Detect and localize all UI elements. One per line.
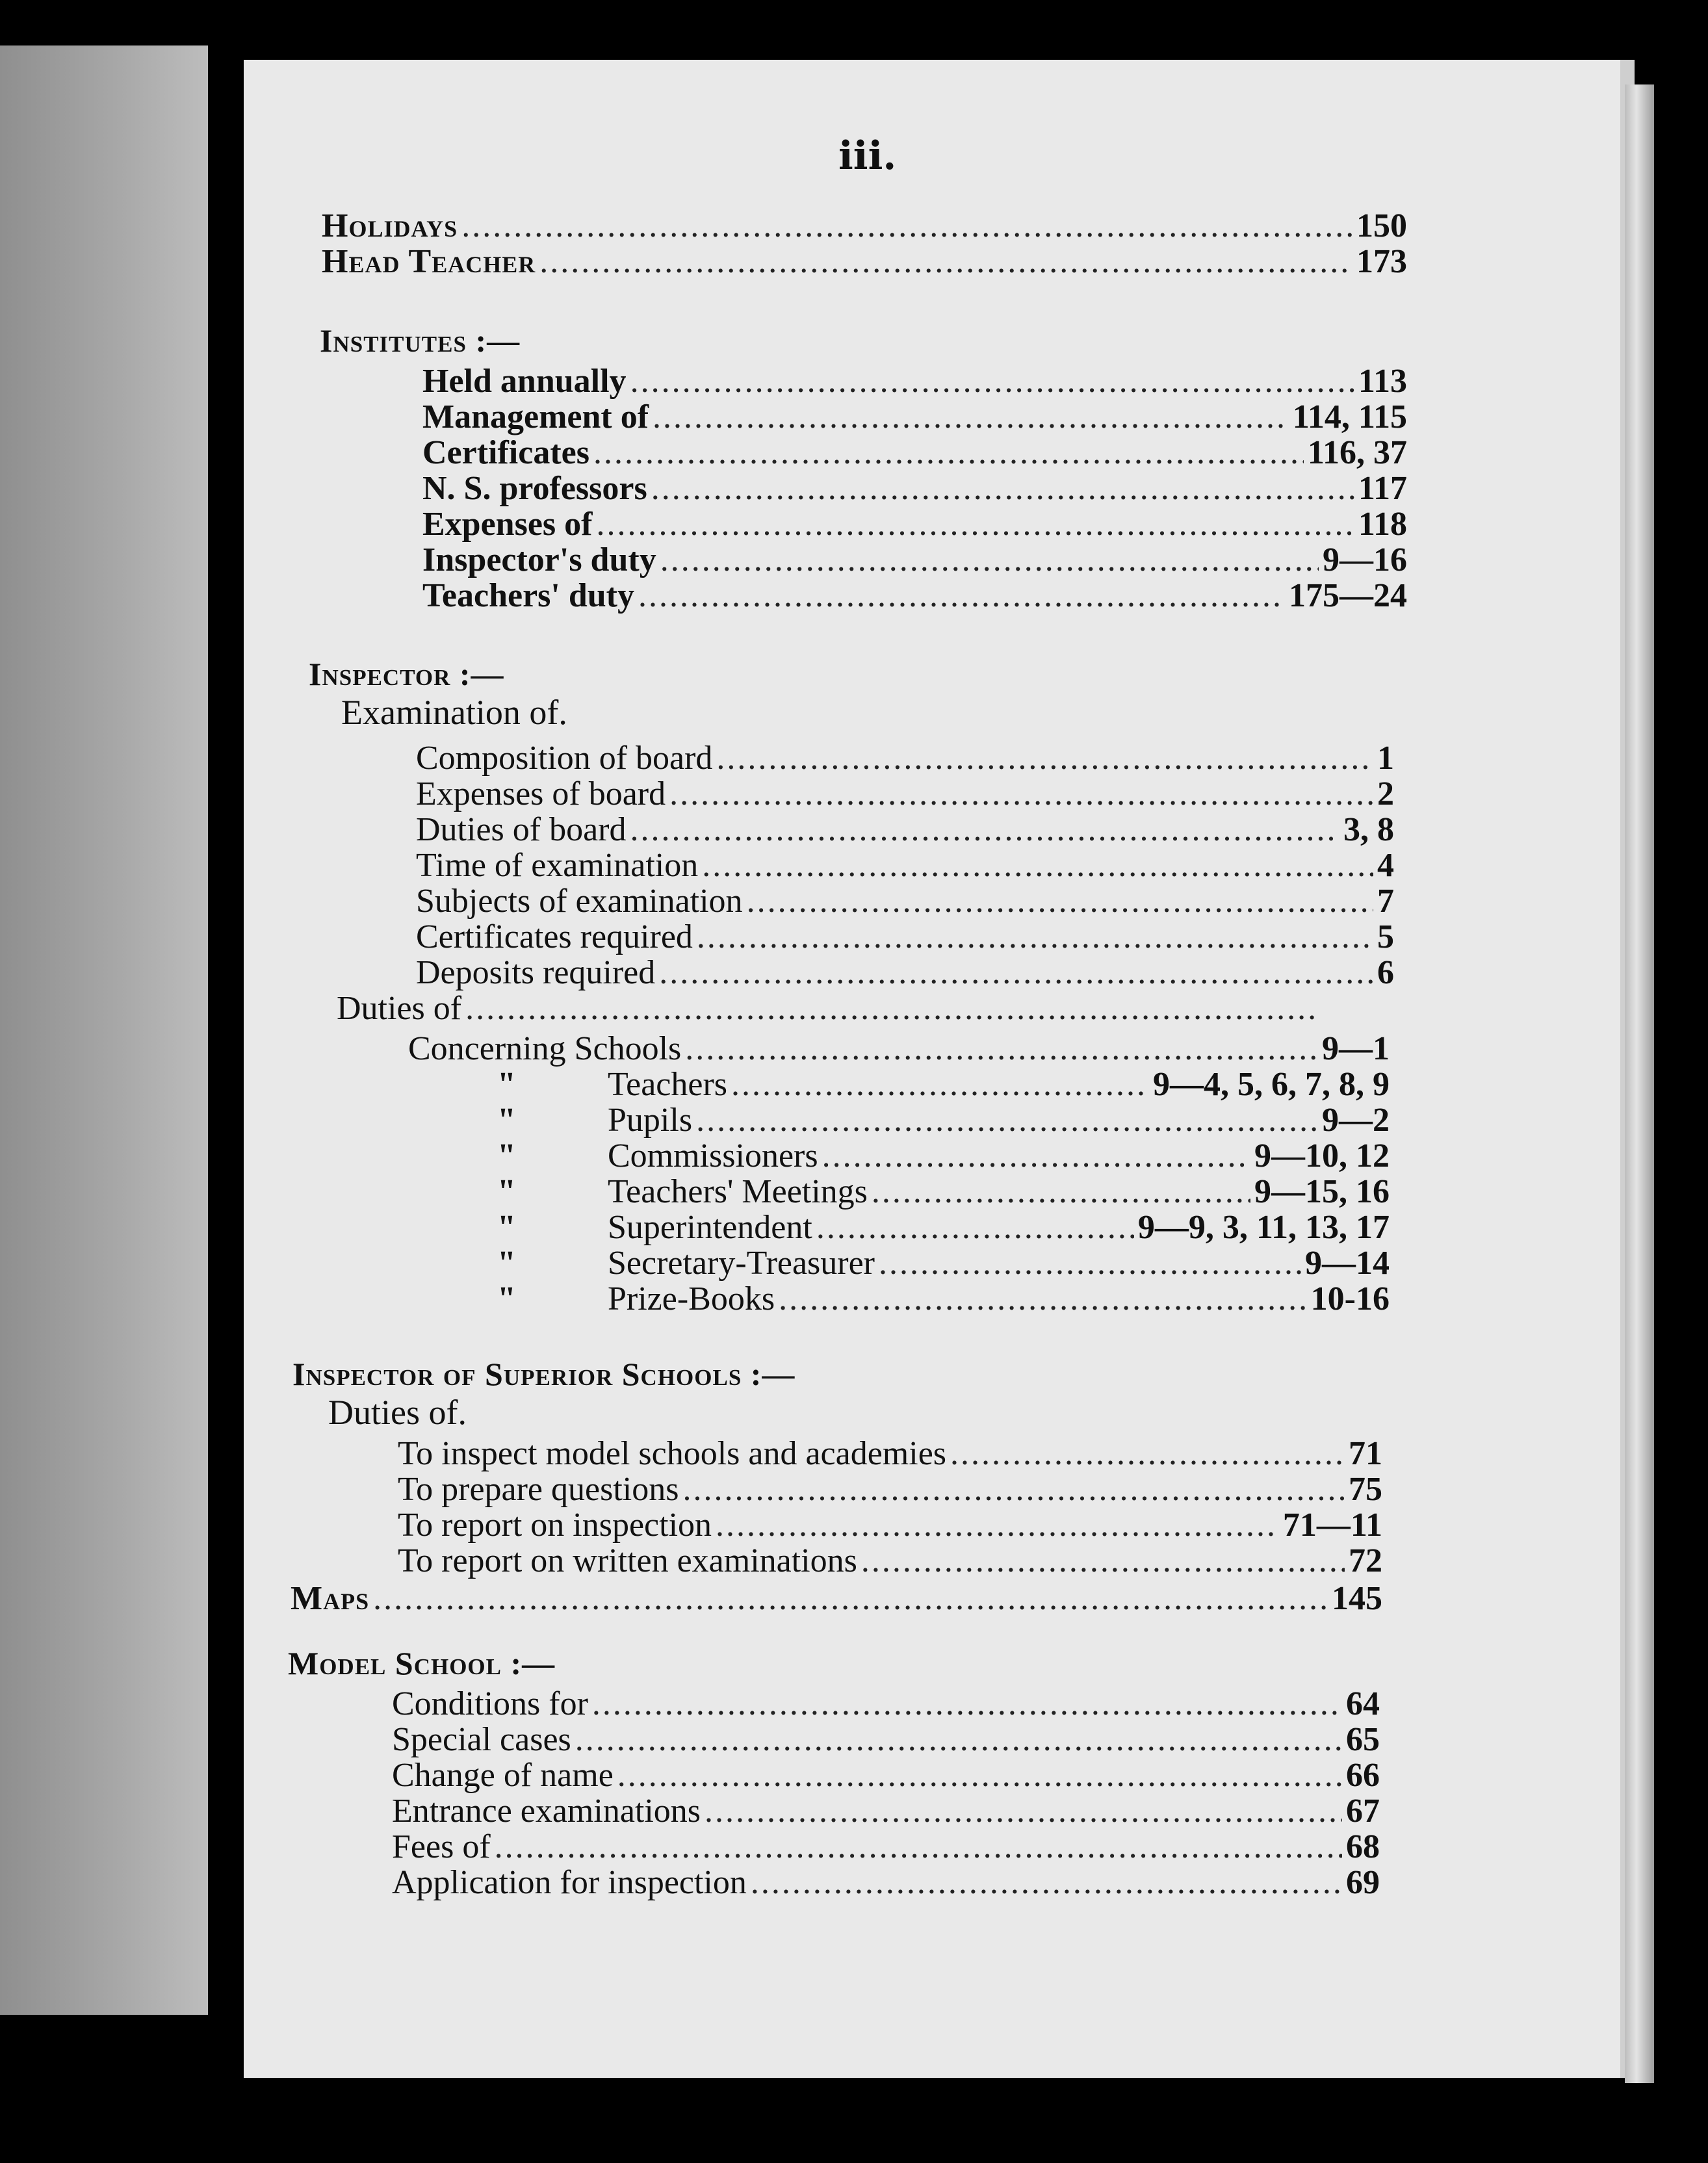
index-entry: [416, 846, 1394, 885]
entry-page: 6: [1377, 954, 1394, 991]
index-entry: [497, 1137, 1390, 1176]
leader-dots: [816, 1208, 1134, 1247]
page-fore-edge: [1625, 84, 1654, 2083]
index-entry: [497, 1244, 1390, 1283]
entry-label: Time of examination: [416, 847, 699, 884]
entry-label: Holidays: [322, 207, 458, 244]
index-entry: [392, 1720, 1380, 1759]
index-entry: [422, 398, 1407, 437]
entry-page: 4: [1377, 847, 1394, 884]
index-entry: [392, 1792, 1380, 1831]
entry-page: 66: [1346, 1757, 1380, 1794]
section-heading-inspector: Inspector :—: [309, 656, 504, 692]
entry-page: 9—15, 16: [1254, 1173, 1390, 1210]
entry-label: Concerning Schools: [408, 1030, 682, 1067]
leader-dots: [653, 398, 1289, 436]
entry-page: 64: [1346, 1685, 1380, 1722]
entry-page: 67: [1346, 1793, 1380, 1830]
leader-dots: [950, 1434, 1345, 1473]
leader-dots: [705, 1792, 1342, 1830]
index-entry: [416, 739, 1394, 778]
facing-page-edge: [0, 45, 208, 2015]
entry-page: 9—4, 5, 6, 7, 8, 9: [1153, 1066, 1390, 1103]
entry-label: Secretary-Treasurer: [608, 1245, 875, 1282]
entry-label: Maps: [291, 1580, 370, 1617]
leader-dots: [461, 207, 1352, 245]
leader-dots: [638, 576, 1285, 615]
index-entry: [392, 1863, 1380, 1902]
index-entry: [422, 505, 1407, 544]
entry-label: N. S. professors: [422, 470, 647, 507]
leader-dots: [716, 1506, 1279, 1544]
entry-page: 114, 115: [1292, 398, 1407, 435]
leader-dots: [682, 1470, 1345, 1509]
index-entry: [497, 1172, 1390, 1211]
entry-label: Expenses of board: [416, 775, 666, 812]
entry-label: To prepare questions: [398, 1471, 679, 1508]
entry-page: 175—24: [1289, 577, 1407, 614]
index-entry: [497, 1065, 1390, 1104]
entry-label: Commissioners: [608, 1137, 818, 1174]
leader-dots: [747, 882, 1373, 920]
entry-label: Deposits required: [416, 954, 656, 991]
entry-label: Pupils: [608, 1102, 693, 1139]
leader-dots: [861, 1542, 1345, 1580]
ditto-mark: ": [497, 1280, 516, 1317]
entry-label: Duties of board: [416, 811, 627, 848]
ditto-mark: ": [497, 1066, 516, 1103]
leader-dots: [685, 1030, 1318, 1068]
index-entry: [398, 1506, 1382, 1545]
subheading-duties: Duties of.: [328, 1393, 467, 1432]
leader-dots: [630, 362, 1354, 400]
leader-dots: [495, 1828, 1342, 1866]
entry-page: 9—10, 12: [1254, 1137, 1390, 1174]
index-entry: [422, 469, 1407, 508]
entry-label: Held annually: [422, 363, 627, 400]
subheading-examination: Examination of.: [341, 693, 567, 732]
ditto-mark: ": [497, 1102, 516, 1139]
page-number: iii.: [838, 133, 897, 179]
leader-dots: [596, 505, 1354, 543]
entry-label: Teachers' duty: [422, 577, 634, 614]
index-entry-head-teacher: [322, 242, 1407, 281]
leader-dots: [731, 1065, 1149, 1104]
index-entry-holidays: [322, 207, 1407, 246]
leader-dots: [592, 1685, 1342, 1723]
entry-label: Application for inspection: [392, 1864, 747, 1901]
entry-page: 72: [1349, 1542, 1382, 1579]
entry-label: Management of: [422, 398, 649, 435]
entry-label: Superintendent: [608, 1209, 812, 1246]
ditto-mark: ": [497, 1245, 516, 1282]
index-entry: [416, 953, 1394, 992]
ditto-mark: ": [497, 1173, 516, 1210]
section-heading-inspector-superior: Inspector of Superior Schools :—: [292, 1356, 796, 1392]
entry-page: 9—1: [1322, 1030, 1390, 1067]
leader-dots: [879, 1244, 1301, 1282]
index-entry: [416, 775, 1394, 814]
leader-dots: [822, 1137, 1250, 1175]
leader-dots: [373, 1579, 1328, 1618]
leader-dots: [539, 242, 1352, 281]
leader-dots: [465, 989, 1314, 1028]
entry-label: Teachers' Meetings: [608, 1173, 868, 1210]
duties-of-line: [337, 989, 1318, 1028]
entry-page: 145: [1332, 1580, 1382, 1617]
index-entry: [392, 1685, 1380, 1724]
index-entry: [416, 882, 1394, 921]
entry-page: 71: [1349, 1435, 1382, 1472]
entry-label: Teachers: [608, 1066, 728, 1103]
entry-label: Inspector's duty: [422, 541, 656, 578]
section-heading-institutes: Institutes :—: [320, 322, 521, 359]
leader-dots: [702, 846, 1373, 885]
index-entry: [398, 1542, 1382, 1581]
entry-page: 5: [1377, 918, 1394, 955]
entry-page: 118: [1358, 506, 1407, 543]
leader-dots: [660, 541, 1319, 579]
entry-label: Conditions for: [392, 1685, 588, 1722]
index-entry: [398, 1434, 1382, 1473]
entry-label: Certificates: [422, 434, 589, 471]
entry-page: 117: [1358, 470, 1407, 507]
entry-label: Special cases: [392, 1721, 571, 1758]
index-entry: [392, 1828, 1380, 1867]
entry-page: 9—2: [1322, 1102, 1390, 1139]
entry-label: Subjects of examination: [416, 883, 743, 920]
entry-label: Expenses of: [422, 506, 593, 543]
entry-label: Prize-Books: [608, 1280, 775, 1317]
leader-dots: [575, 1720, 1342, 1759]
entry-label: Entrance examinations: [392, 1793, 701, 1830]
entry-page: 3, 8: [1343, 811, 1394, 848]
subheading-duties: Duties of: [337, 990, 462, 1027]
entry-page: 116, 37: [1307, 434, 1407, 471]
entry-label: Certificates required: [416, 918, 693, 955]
index-entry: [422, 434, 1407, 473]
index-entry: [497, 1208, 1390, 1247]
leader-dots: [659, 953, 1373, 992]
entry-page: 173: [1356, 243, 1407, 280]
entry-label: To report on inspection: [398, 1507, 712, 1544]
entry-page: 9—9, 3, 11, 13, 17: [1137, 1209, 1390, 1246]
entry-page: 7: [1377, 883, 1394, 920]
entry-page: 9—14: [1305, 1245, 1390, 1282]
entry-page: 113: [1358, 363, 1407, 400]
leader-dots: [872, 1172, 1250, 1211]
leader-dots: [630, 810, 1339, 849]
index-entry: [422, 362, 1407, 401]
entry-page: 1: [1377, 740, 1394, 777]
entry-label: Fees of: [392, 1828, 491, 1865]
entry-label: To report on written examinations: [398, 1542, 857, 1579]
index-entry: [416, 810, 1394, 849]
ditto-mark: ": [497, 1137, 516, 1174]
entry-page: 65: [1346, 1721, 1380, 1758]
index-entry: [422, 541, 1407, 580]
entry-page: 69: [1346, 1864, 1380, 1901]
entry-label: To inspect model schools and academies: [398, 1435, 947, 1472]
entry-label: Head Teacher: [322, 243, 536, 280]
entry-page: 68: [1346, 1828, 1380, 1865]
leader-dots: [779, 1280, 1307, 1318]
index-entry: [408, 1030, 1390, 1069]
leader-dots: [651, 469, 1354, 508]
index-entry: [497, 1101, 1390, 1140]
index-entry-maps: [291, 1579, 1382, 1618]
entry-page: 9—16: [1323, 541, 1407, 578]
leader-dots: [696, 1101, 1318, 1139]
entry-page: 10-16: [1310, 1280, 1390, 1317]
entry-page: 150: [1356, 207, 1407, 244]
index-entry: [422, 576, 1407, 615]
entry-label: Change of name: [392, 1757, 614, 1794]
leader-dots: [751, 1863, 1342, 1902]
ditto-mark: ": [497, 1209, 516, 1246]
entry-page: 75: [1349, 1471, 1382, 1508]
index-entry: [392, 1756, 1380, 1795]
leader-dots: [593, 434, 1304, 472]
entry-page: 2: [1377, 775, 1394, 812]
leader-dots: [617, 1756, 1342, 1794]
entry-label: Composition of board: [416, 740, 713, 777]
leader-dots: [669, 775, 1373, 813]
entry-page: 71—11: [1282, 1507, 1382, 1544]
section-heading-model-school: Model School :—: [288, 1645, 556, 1681]
index-entry: [497, 1280, 1390, 1319]
index-entry: [416, 918, 1394, 957]
leader-dots: [716, 739, 1373, 777]
leader-dots: [697, 918, 1373, 956]
index-entry: [398, 1470, 1382, 1509]
